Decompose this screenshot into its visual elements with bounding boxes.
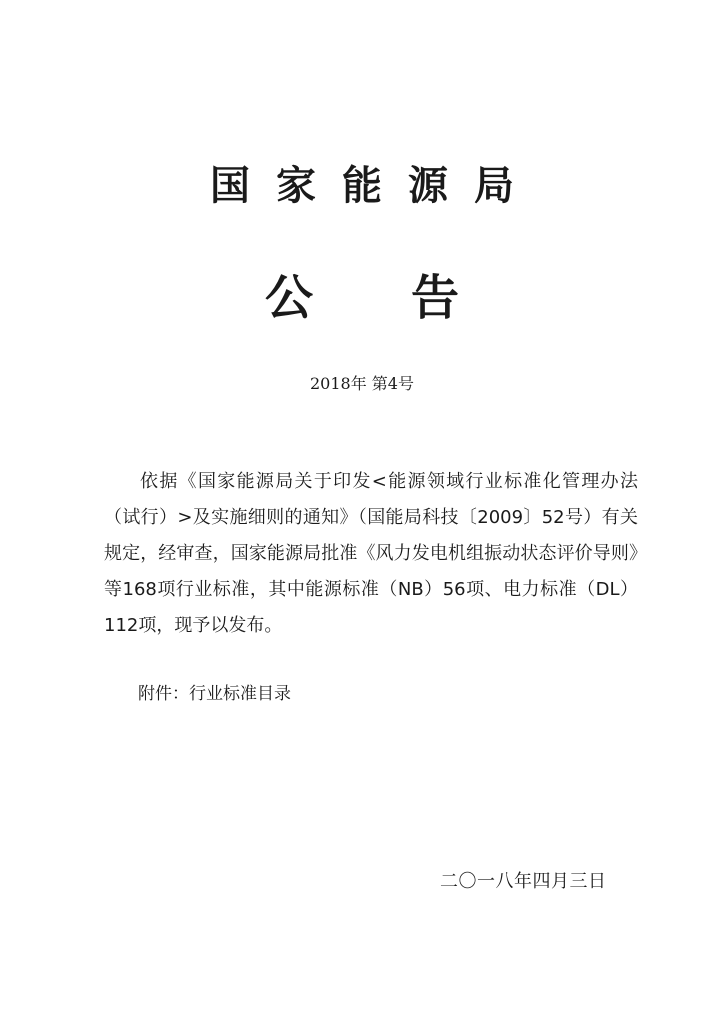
issue-date: 二〇一八年四月三日 <box>440 871 607 892</box>
document-type-title: 公告 <box>264 270 557 326</box>
organization-title: 国家能源局 <box>210 162 540 209</box>
issue-number: 2018年 第4号 <box>310 374 414 393</box>
attachment-line: 附件：行业标准目录 <box>138 684 291 704</box>
announcement-paragraph: 依据《国家能源局关于印发<能源领域行业标准化管理办法（试行）>及实施细则的通知》（国能局科技〔2009〕52号）有关规定，经审查，国家能源局批准《风力发电机组振动状态评价导则》等168项行业标准，其中能源标准（NB）56项、电力标准（DL）112项，现予以发布。 <box>104 471 638 636</box>
